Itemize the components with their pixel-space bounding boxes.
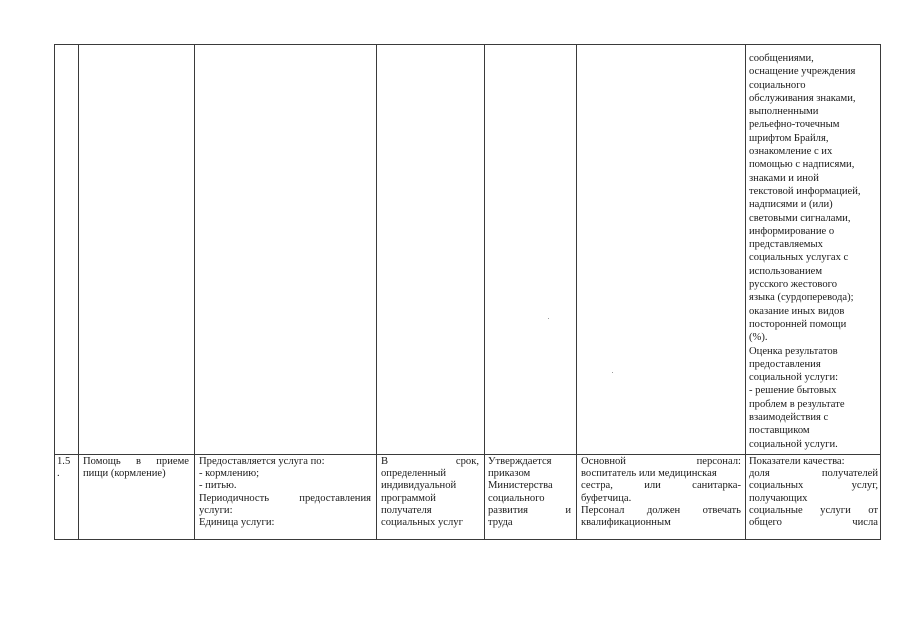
indicators-continuation	[749, 52, 879, 454]
text-line: информирование о	[749, 225, 835, 237]
text-line: помощью с надписями,	[749, 159, 855, 171]
text-line: взаимодействия с	[749, 412, 829, 424]
table-border-top	[54, 44, 881, 45]
word: в	[135, 456, 141, 467]
text-line	[83, 468, 189, 480]
column-divider	[484, 44, 485, 540]
word: приеме	[156, 456, 189, 467]
text-line: (%).	[749, 332, 768, 344]
text-line: социального	[749, 79, 806, 91]
table-border-left	[54, 44, 55, 540]
text-line	[199, 493, 371, 505]
word: социальные	[749, 504, 803, 516]
table-border-right	[880, 44, 881, 540]
word: услуги	[820, 504, 851, 516]
word: числа	[852, 517, 878, 529]
word: персонал:	[696, 456, 741, 467]
text-line: языка (сурдоперевода);	[749, 292, 854, 304]
text-line	[488, 505, 571, 517]
column-divider	[576, 44, 577, 540]
word: предоставления	[299, 492, 371, 504]
text-line	[581, 468, 741, 480]
text-line	[199, 517, 371, 529]
word: Персонал	[581, 504, 625, 516]
text-line: надписями и (или)	[749, 199, 833, 211]
service-standard	[488, 456, 571, 529]
word: Предоставляется услуга по:	[199, 456, 325, 467]
row-number-part: .	[57, 468, 60, 480]
text-line	[488, 480, 571, 492]
text-line: социальных услугах с	[749, 252, 849, 264]
row-number	[57, 456, 77, 480]
text-line	[749, 468, 878, 480]
text-line: сообщениями,	[749, 53, 814, 64]
word: социальных	[749, 480, 804, 492]
word: от	[868, 504, 878, 516]
text-line	[199, 505, 371, 517]
text-line	[581, 505, 741, 517]
word: общего	[749, 517, 782, 529]
word: - питью.	[199, 480, 237, 492]
word: воспитатель или медицинская	[581, 468, 717, 480]
word: получателя	[381, 504, 432, 516]
word: определенный	[381, 468, 447, 480]
text-line: текстовой информацией,	[749, 185, 861, 197]
word: санитарка-	[692, 480, 741, 492]
word: получающих	[749, 492, 808, 504]
text-line: ознакомление с их	[749, 146, 833, 158]
word: доля	[749, 468, 770, 480]
word: услуги:	[199, 504, 233, 516]
row-number-part: 1.5	[57, 456, 71, 467]
word: приказом	[488, 468, 531, 480]
text-line	[581, 456, 741, 468]
text-line: обслуживания знаками,	[749, 92, 856, 104]
text-line	[488, 456, 571, 468]
word: В	[381, 456, 389, 467]
scan-speck	[612, 372, 613, 373]
word: Единица услуги:	[199, 517, 275, 529]
text-line	[581, 480, 741, 492]
word: программой	[381, 492, 436, 504]
text-line	[488, 517, 571, 529]
service-description	[199, 456, 371, 529]
text-line	[381, 456, 479, 468]
service-conditions	[581, 456, 741, 529]
word: индивидуальной	[381, 480, 457, 492]
text-line	[381, 480, 479, 492]
word: Министерства	[488, 480, 553, 492]
word: труда	[488, 517, 513, 529]
text-line: световыми сигналами,	[749, 212, 851, 224]
word: должен	[646, 504, 681, 516]
table-border-bottom	[54, 539, 881, 540]
text-line	[581, 493, 741, 505]
word: социального	[488, 492, 545, 504]
text-line	[381, 468, 479, 480]
text-line	[749, 456, 878, 468]
word: - кормлению;	[199, 468, 260, 480]
text-line: рельефно-точечным	[749, 119, 840, 131]
column-divider	[745, 44, 746, 540]
column-divider	[78, 44, 79, 540]
text-line: представляемых	[749, 239, 823, 251]
text-line	[488, 468, 571, 480]
word: сестра,	[581, 480, 613, 492]
service-timing	[381, 456, 479, 529]
word: или	[644, 480, 661, 492]
text-line: проблем в результате	[749, 398, 845, 410]
text-line: оснащение учреждения	[749, 66, 856, 78]
word: Показатели качества:	[749, 456, 845, 467]
text-line: оказание иных видов	[749, 305, 845, 317]
word: Периодичность	[199, 492, 270, 504]
text-line	[83, 456, 189, 468]
row-divider	[54, 454, 881, 455]
word: Утверждается	[488, 456, 552, 467]
text-line: социальной услуги.	[749, 438, 838, 450]
scan-speck	[548, 318, 549, 319]
text-line	[381, 505, 479, 517]
text-line	[488, 493, 571, 505]
word: пищи (кормление)	[83, 468, 166, 480]
text-line: выполненными	[749, 106, 819, 118]
word: развития	[488, 504, 529, 516]
quality-indicators	[749, 456, 878, 529]
word: срок,	[455, 456, 479, 467]
word: квалификационным	[581, 517, 671, 529]
services-table	[54, 44, 882, 540]
word: отвечать	[702, 504, 741, 516]
service-name	[83, 456, 189, 480]
text-line	[749, 480, 878, 492]
text-line: посторонней помощи	[749, 318, 847, 330]
text-line	[749, 505, 878, 517]
text-line: поставщиком	[749, 425, 810, 437]
text-line	[199, 480, 371, 492]
word: услуг,	[851, 480, 878, 492]
text-line: Оценка результатов	[749, 345, 838, 357]
text-line	[749, 517, 878, 529]
text-line	[581, 517, 741, 529]
word: и	[565, 504, 571, 516]
text-line	[381, 517, 479, 529]
text-line: использованием	[749, 265, 823, 277]
text-line	[749, 493, 878, 505]
text-line: социальной услуги:	[749, 372, 839, 384]
text-line: - решение бытовых	[749, 385, 837, 397]
column-divider	[376, 44, 377, 540]
word: Помощь	[83, 456, 121, 467]
text-line: предоставления	[749, 358, 821, 370]
word: Основной	[581, 456, 626, 467]
text-line: шрифтом Брайля,	[749, 132, 829, 144]
text-line: знаками и иной	[749, 172, 819, 184]
word: буфетчица.	[581, 492, 632, 504]
text-line: русского жестового	[749, 279, 838, 291]
word: социальных услуг	[381, 517, 463, 529]
text-line	[199, 456, 371, 468]
column-divider	[194, 44, 195, 540]
text-line	[381, 493, 479, 505]
text-line	[199, 468, 371, 480]
word: получателей	[821, 468, 878, 480]
